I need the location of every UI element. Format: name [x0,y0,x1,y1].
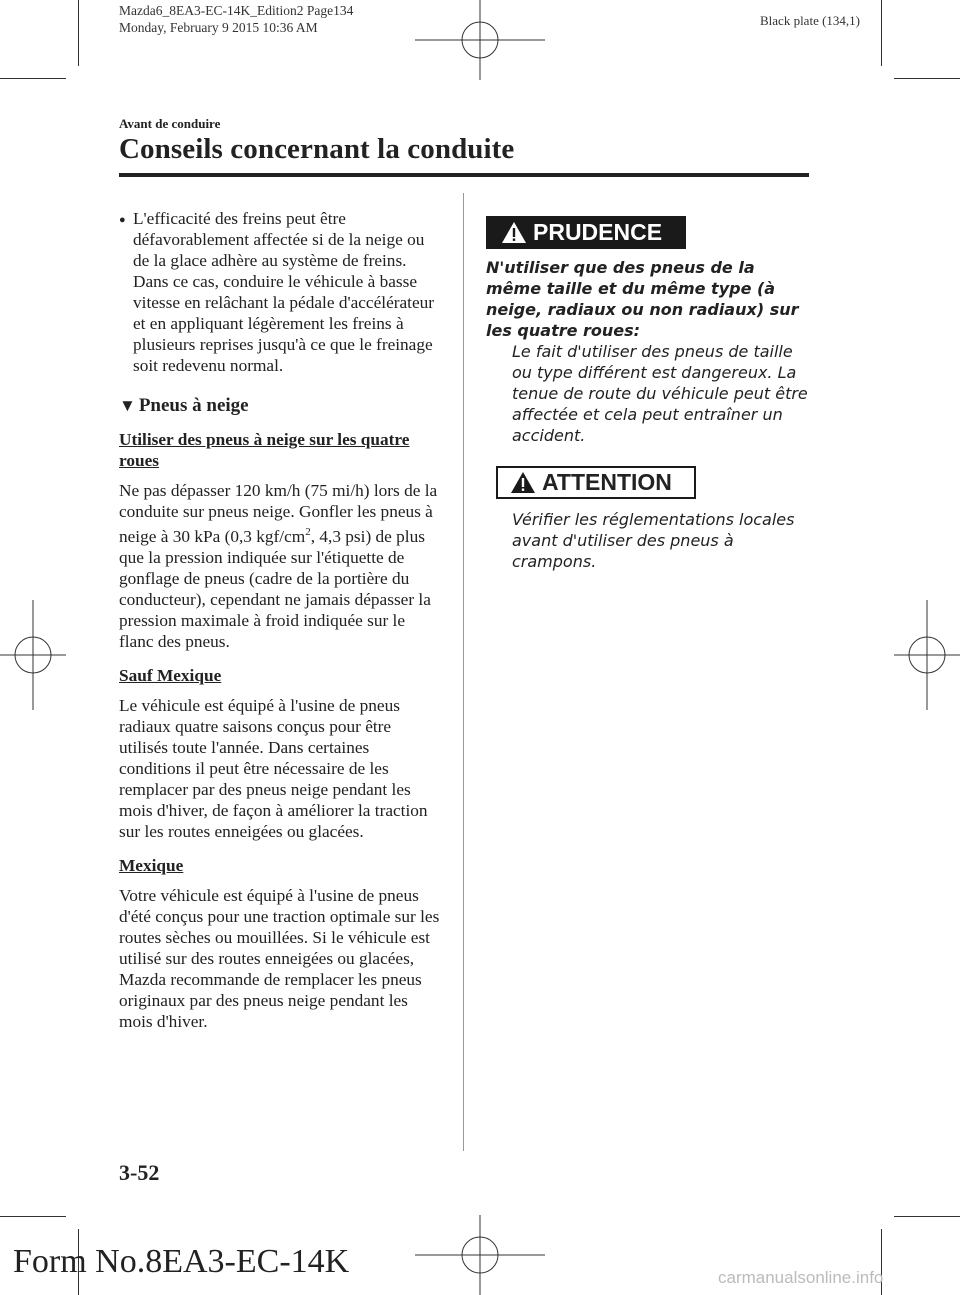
paragraph [119,480,441,652]
crop-mark [78,0,79,66]
registration-mark-icon [0,600,66,710]
warning-label: PRUDENCE [533,219,663,245]
warning-triangle-icon [510,471,536,494]
page-title: Conseils concernant la conduite [119,133,515,165]
warning-triangle-icon [501,221,527,244]
crop-mark [0,78,66,79]
bullet-dot-icon: ● [119,214,126,226]
subheading-label: Pneus à neige [138,395,249,416]
page-number: 3-52 [119,1160,160,1185]
caution-label: ATTENTION [542,469,672,495]
crop-mark [0,1216,66,1217]
title-divider [119,173,809,177]
registration-mark-icon [894,600,960,710]
print-metadata [119,2,353,36]
date-line: Monday, February 9 2015 10:36 AM [119,20,318,35]
watermark: carmanualsonline.info [718,1268,884,1287]
topic-heading: Sauf Mexique [119,665,222,685]
crop-mark [894,78,960,79]
registration-mark-icon [415,1215,545,1295]
warning-badge [486,216,686,249]
paragraph: Votre véhicule est équipé à l'usine de pneus d'été conçus pour une traction optimale sur les routes sèches ou mouillées. Si le véhicule est utilisé sur des routes enneigées ou glacées, Mazda recommande de remplacer les pneus originaux par des pneus neige pendant les mois d'hiver. [119,885,440,1031]
paragraph: Le véhicule est équipé à l'usine de pneus radiaux quatre saisons conçus pour être utilisés toute l'année. Dans certaines conditions il peut être nécessaire de les remplacer par des pneus neige pendant les mois d'hiver, de façon à améliorer la traction sur les routes enneigées ou glacées. [119,695,428,841]
superscript: 2 [305,526,311,538]
registration-mark-icon [415,0,545,80]
crop-mark [894,1216,960,1217]
column-divider [463,193,464,1151]
caution-badge [496,466,696,499]
right-column [486,216,811,572]
paragraph-part: Ne pas dépasser 120 km/h (75 mi/h) lors de la conduite sur pneus neige. Gonfler les pneus à neige à 30 kPa (0,3 kgf/cm [119,481,438,546]
caution-body: Vérifier les réglementations locales avant d'utiliser des pneus à crampons. [512,510,795,571]
warning-summary: N'utiliser que des pneus de la même taille et du même type (à neige, radiaux ou non radiaux) sur les quatre roues: [486,258,799,340]
left-column [119,208,441,1032]
warning-body: Le fait d'utiliser des pneus de taille ou type différent est dangereux. La tenue de route du véhicule peut être affectée et cela peut entraîner un accident. [512,342,808,445]
bullet-text: L'efficacité des freins peut être défavorablement affectée si de la neige ou de la glace adhère au système de freins. Dans ce cas, conduire le véhicule à basse vitesse en relâchant la pédale d'accélérateur et en appliquant légèrement les freins à plusieurs reprises jusqu'à ce que le freinage soit redevenu normal. [133,209,435,375]
triangle-down-icon: ▼ [119,396,136,415]
list-item [119,208,441,376]
file-line: Mazda6_8EA3-EC-14K_Edition2 Page134 [119,3,354,18]
paragraph-part: , 4,3 psi) de plus que la pression indiquée sur l'étiquette de gonflage de pneus (cadre de la portière du conducteur), cependant ne jamais dépasser la pression maximale à froid indiquée sur le flanc des pneus. [119,526,431,651]
topic-heading: Mexique [119,855,184,875]
form-number: Form No.8EA3-EC-14K [13,1243,350,1280]
topic-heading: Utiliser des pneus à neige sur les quatre roues [119,430,410,470]
crop-mark [881,0,882,66]
subheading [119,395,441,416]
plate-label: Black plate (134,1) [760,13,860,28]
section-label: Avant de conduire [119,116,221,131]
